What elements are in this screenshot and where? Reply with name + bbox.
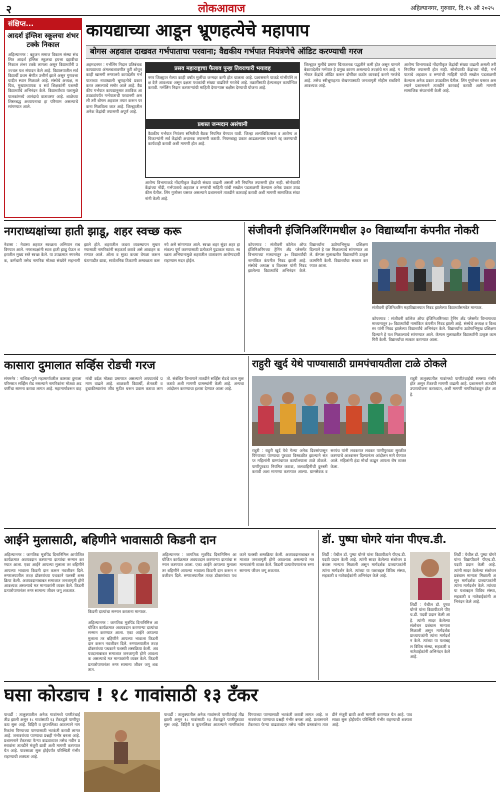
story-8-body-wrap xyxy=(4,712,80,792)
portrait-image xyxy=(410,552,450,600)
story-7-body-wrap-3 xyxy=(410,602,450,678)
story-2-body-wrap xyxy=(4,242,240,342)
lead-box-text-2: वैद्यकीय गर्भपात नियंत्रण समितीची बैठक नियमित घेण्यात यावी. जिल्हा शल्यचिकित्सक व आरोग्य अधिकाऱ्यांनी सर्व केंद्रांची अचानक तपासणी करावी. नियमबाह्य प्रकार आढळल्यास परवाने रद्द करण्याची कार्यवाही करावी अशी मागणी होत आहे. xyxy=(148,131,297,147)
story-3-headline: संजीवनी इंजिनिअरिंगमधील ३० विद्यार्थ्यांना कंपनीत नोकरी xyxy=(248,224,479,237)
divider xyxy=(4,681,496,682)
story-6-headline: आईने मुलासाठी, बहिणीने भावासाठी किडनी दान xyxy=(4,533,217,547)
story-6-body-wrap-2 xyxy=(88,620,158,678)
story-3-caption: संजीवनी इंजिनिअरिंग महाविद्यालयात निवड झालेल्या विद्यार्थ्यांसमवेत मान्यवर. xyxy=(372,305,483,310)
story-7-body: शिर्डी : येथील डॉ. पुष्पा घोगरे यांना विद्यापीठाने पीएच.डी. पदवी प्रदान केली आहे. त्यांनी सादर केलेल्या संशोधन प्रबंधास मान्यता मिळाली असून मार्गदर्शक प्राध्यापकांनी त्यांना मार्गदर्शन केले. त्यांच्या या यशाबद्दल विविध संस्था, सहकारी व नातेवाईकांनी अभिनंदन केले आहे. xyxy=(322,552,406,578)
paper-name: लोकआवाज xyxy=(198,2,246,15)
story-4-body-wrap xyxy=(4,376,244,526)
divider xyxy=(248,356,249,526)
lead-column-3 xyxy=(304,62,400,218)
protest-photo-image xyxy=(252,376,406,446)
lead-column-4 xyxy=(404,62,496,218)
story-3-body-2: कोपरगाव : संजीवनी कॉलेज ऑफ इंजिनिअरिंगच्या ट्रेनिंग अँड प्लेसमेंट विभागाच्या माध्यमातून ३० विद्यार्थ्यांची नामांकित कंपनीत निवड झाली आहे. संस्थेचे अध्यक्ष व विश्वस्त यांनी निवड झालेल्या विद्यार्थ्यांचे अभिनंदन केले. विद्यार्थ्यांना उद्योगाभिमुख प्रशिक्षण दिल्याने हे यश मिळाल्याचे सांगण्यात आले. कॅम्पस मुलाखतीत विद्यार्थ्यांनी उत्कृष्ट कामगिरी केली. विद्यार्थ्यांचा सत्कार करण्यात आला. xyxy=(372,316,496,342)
story-8-photo xyxy=(84,712,160,792)
story-6-body-wrap xyxy=(4,552,84,678)
story-5-side: राहुरी तालुक्यातील गावांमध्ये पाणीटंचाईची समस्या गंभीर होत असून टँकरची मागणी वाढली आहे. प्रशासनाने तातडीने उपाययोजना कराव्यात, अशी मागणी नागरिकांकडून होत आहे. xyxy=(410,376,496,397)
brief-tag: संक्षिप्त... xyxy=(5,19,81,30)
story-7-body-3: शिर्डी : येथील डॉ. पुष्पा घोगरे यांना विद्यापीठाने पीएच.डी. पदवी प्रदान केली आहे. त्यांनी सादर केलेल्या संशोधन प्रबंधास मान्यता मिळाली असून मार्गदर्शक प्राध्यापकांनी त्यांना मार्गदर्शन केले. त्यांच्या या यशाबद्दल विविध संस्था, सहकारी व नातेवाईकांनी अभिनंदन केले आहे. xyxy=(410,602,450,660)
story-5-headline: राहुरी खुर्द येथे पाण्यासाठी ग्रामपंचायतीला टाळे ठोकले xyxy=(252,359,447,370)
page-number: २ xyxy=(6,3,12,16)
group-photo-image xyxy=(372,242,496,304)
lead-text-2: आरोग्य विभागाकडे नोंदणीकृत केंद्रांची संख्या वाढली असली तरी नियमित तपासणी होत नाही. सोनोग्राफी केंद्रांच्या नोंदी, गर्भपाताचे अहवाल व रुग्णांची माहिती यांची सखोल पडताळणी केल्यास अनेक प्रकार उघडकीस येतील. लिंग गुणोत्तर घसरत असल्याने प्रशासनाने तातडीने कारवाई करावी अशी मागणी सामाजिक संघटनांनी केली आहे. xyxy=(145,180,300,201)
story-7-body-wrap xyxy=(322,552,406,678)
story-6-body-3: अहिल्यानगर : जागतिक मूत्रपिंड दिनानिमित्त आयोजित कार्यक्रमात अवयवदान करणाऱ्या दात्यांचा सन्मान करण्यात आला. एका आईने आपल्या मुलाला तर बहिणीने आपल्या भावाला किडनी दान करून नवजीवन दिले. रुग्णालयातील तज्ज्ञ डॉक्टरांच्या पथकाने यशस्वी शस्त्रक्रिया केली. अवयवदानाबाबत समाजात जनजागृती होणे आवश्यक असल्याचे मत मान्यवरांनी व्यक्त केले. किडनी प्रत्यारोपणानंतर रुग्ण सामान्य जीवन जगू शकतात. xyxy=(162,552,314,578)
lead-subhead: बोगस अहवाल दाखवत गर्भपाताचा परवाना; वैद्यकीय गर्भपात नियंत्रणेचे ऑडिट करण्याची गरज xyxy=(86,45,496,59)
lead-text-3: जिल्ह्यात मुलींचे प्रमाण चिंताजनक पद्धतीने कमी होत असून यामागे बेकायदेशीर गर्भपात हे प्रमुख कारण असल्याचे तज्ज्ञांचे मत आहे. गर्भपात केंद्रांचे ऑडिट करून दोषींवर कठोर कारवाई करणे गरजेचे आहे. तसेच स्त्रीभ्रूणहत्या रोखण्यासाठी जनजागृती मोहीम राबविणे आवश्यक आहे. xyxy=(304,62,400,88)
lead-text-1: अहमदनगर : गर्भलिंग निदान प्रतिबंधक कायद्याच्या अंमलबजावणीत त्रुटी शोधून काही खासगी रुग्णालये कायदेशीर गर्भपाताच्या नावाखाली भ्रूणहत्येचे प्रकार करत असल्याचे समोर आले आहे. वैद्यकीय गर्भपात कायद्यानुसार ठराविक आठवड्यांपर्यंत गर्भपाताची परवानगी असली तरी बोगस अहवाल तयार करून परवाना मिळविला जात आहे. जिल्ह्यातील अनेक केंद्रांची तपासणी अपूर्ण आहे. xyxy=(86,62,142,114)
divider xyxy=(4,354,496,355)
story-5-side-wrap xyxy=(410,376,496,526)
lead-column-2 xyxy=(145,180,300,218)
story-7-body-wrap-2 xyxy=(454,552,496,678)
lead-headline: कायद्याच्या आडून भ्रूणहत्येचे महापाप xyxy=(86,21,310,41)
story-2-headline: नगराध्यक्षांच्या हाती झाडू, शहर स्वच्छ करू xyxy=(4,224,182,238)
divider xyxy=(318,530,319,680)
divider xyxy=(244,222,245,352)
story-4-headline: कासारा दुमालात सर्व्हिस रोडची गरज xyxy=(4,358,156,372)
lead-column-1 xyxy=(86,62,142,218)
divider xyxy=(4,220,496,221)
story-8-body-2: पाथर्डी : तालुक्यातील अनेक गावांमध्ये पाणीटंचाई तीव्र झाली असून १८ गावांसाठी १३ टँकरद्वारे पाणीपुरवठा सुरू आहे. विहिरी व कूपनलिका आटल्याने नागरिकांना पिण्याच्या पाण्यासाठी भटकंती करावी लागत आहे. जनावरांच्या पाण्याचा प्रश्नही गंभीर बनला आहे. प्रशासनाने टँकरच्या फेऱ्या वाढवाव्यात तसेच नवीन प्रस्तावांना तातडीने मंजुरी द्यावी अशी मागणी करण्यात येत आहे. पावसाळा सुरू होईपर्यंत परिस्थिती गंभीर राहण्याची शक्यता आहे. xyxy=(164,712,412,728)
lead-text-4: आरोग्य विभागाकडे नोंदणीकृत केंद्रांची संख्या वाढली असली तरी नियमित तपासणी होत नाही. सोनोग्राफी केंद्रांच्या नोंदी, गर्भपाताचे अहवाल व रुग्णांची माहिती यांची सखोल पडताळणी केल्यास अनेक प्रकार उघडकीस येतील. लिंग गुणोत्तर घसरत असल्याने प्रशासनाने तातडीने कारवाई करावी अशी मागणी सामाजिक संघटनांनी केली आहे. xyxy=(404,62,496,94)
divider xyxy=(4,528,496,529)
story-6-body: अहिल्यानगर : जागतिक मूत्रपिंड दिनानिमित्त आयोजित कार्यक्रमात अवयवदान करणाऱ्या दात्यांचा सन्मान करण्यात आला. एका आईने आपल्या मुलाला तर बहिणीने आपल्या भावाला किडनी दान करून नवजीवन दिले. रुग्णालयातील तज्ज्ञ डॉक्टरांच्या पथकाने यशस्वी शस्त्रक्रिया केली. अवयवदानाबाबत समाजात जनजागृती होणे आवश्यक असल्याचे मत मान्यवरांनी व्यक्त केले. किडनी प्रत्यारोपणानंतर रुग्ण सामान्य जीवन जगू शकतात. xyxy=(4,552,84,594)
brief-body: अहिल्यानगर : बहुजन समाज विकास संस्था संचलित आदर्श इंग्लिश स्कूलचा इयत्ता दहावीचा निकाल शंभर टक्के लागला असून विद्यार्थ्यांनी उज्ज्वल यश संपादन केले आहे. विद्यालयातील सर्व विद्यार्थी प्रथम श्रेणीत उत्तीर्ण झाले असून गुणवत्ता यादीत स्थान मिळवले आहे. संस्थेचे अध्यक्ष, सचिव, मुख्याध्यापक व सर्व शिक्षकांनी यशस्वी विद्यार्थ्यांचे अभिनंदन केले. विद्यार्थ्यांच्या यशामुळे पालकांमध्ये आनंदाचे वातावरण आहे. शाळेच्या शिस्तबद्ध अध्यापनाचा हा परिणाम असल्याचे सांगण्यात आले. xyxy=(8,52,78,110)
masthead xyxy=(0,0,500,16)
story-3-body-wrap xyxy=(248,242,368,352)
date-line: अहिल्यानगर, गुरुवार, दि.१५ ऑ २०२५ xyxy=(410,5,494,12)
story-6-caption: किडनी दात्यांचा सन्मान करताना मान्यवर. xyxy=(88,609,147,614)
lead-box-text: नगर जिल्ह्यात गेल्या काही वर्षांत मुलींचा जन्मदर कमी होत चालला आहे. प्रशासनाने याकडे गांभीर्याने लक्ष देणे आवश्यक असून दक्षता पथकांची संख्या वाढविणे गरजेचे आहे. तक्रारींसाठी हेल्पलाइन कार्यान्वित करावी. गर्भलिंग निदान करणाऱ्यांची माहिती देणाऱ्यास बक्षीस देण्याची योजना आहे. xyxy=(148,75,297,91)
dry-land-photo-image xyxy=(84,712,160,792)
story-6-body-wrap-3 xyxy=(162,552,314,678)
story-3-body: कोपरगाव : संजीवनी कॉलेज ऑफ इंजिनिअरिंगच्या ट्रेनिंग अँड प्लेसमेंट विभागाच्या माध्यमातून ३० विद्यार्थ्यांची नामांकित कंपनीत निवड झाली आहे. संस्थेचे अध्यक्ष व विश्वस्त यांनी निवड झालेल्या विद्यार्थ्यांचे अभिनंदन केले. विद्यार्थ्यांना उद्योगाभिमुख प्रशिक्षण दिल्याने हे यश मिळाल्याचे सांगण्यात आले. कॅम्पस मुलाखतीत विद्यार्थ्यांनी उत्कृष्ट कामगिरी केली. विद्यार्थ्यांचा सत्कार करण्यात आला. xyxy=(248,242,368,274)
story-3-body-wrap-2 xyxy=(372,316,496,352)
story-5-body-wrap xyxy=(252,448,406,526)
story-6-body-2: अहिल्यानगर : जागतिक मूत्रपिंड दिनानिमित्त आयोजित कार्यक्रमात अवयवदान करणाऱ्या दात्यांचा सन्मान करण्यात आला. एका आईने आपल्या मुलाला तर बहिणीने आपल्या भावाला किडनी दान करून नवजीवन दिले. रुग्णालयातील तज्ज्ञ डॉक्टरांच्या पथकाने यशस्वी शस्त्रक्रिया केली. अवयवदानाबाबत समाजात जनजागृती होणे आवश्यक असल्याचे मत मान्यवरांनी व्यक्त केले. किडनी प्रत्यारोपणानंतर रुग्ण सामान्य जीवन जगू शकतात. xyxy=(88,620,158,672)
story-3-photo xyxy=(372,242,496,304)
award-photo-image xyxy=(88,552,158,608)
story-6-photo xyxy=(88,552,158,608)
brief-box xyxy=(4,18,82,218)
story-8-body-wrap-2 xyxy=(164,712,496,792)
story-7-headline: डॉ. पुष्पा घोगरे यांना पीएच.डी. xyxy=(322,533,447,546)
story-7-body-2: शिर्डी : येथील डॉ. पुष्पा घोगरे यांना विद्यापीठाने पीएच.डी. पदवी प्रदान केली आहे. त्यांनी सादर केलेल्या संशोधन प्रबंधास मान्यता मिळाली असून मार्गदर्शक प्राध्यापकांनी त्यांना मार्गदर्शन केले. त्यांच्या या यशाबद्दल विविध संस्था, सहकारी व नातेवाईकांनी अभिनंदन केले आहे. xyxy=(454,552,496,604)
brief-headline: आदर्श इंग्लिश स्कूलचा शंभर टक्के निकाल xyxy=(7,32,79,49)
story-5-body: राहुरी : राहुरी खुर्द येथे गेल्या अनेक दिवसांपासून पिण्याच्या पाण्याचा पुरवठा विस्कळीत झाल्याने संतप्त महिलांनी ग्रामपंचायत कार्यालयाला टाळे ठोकले. पाणीपुरवठा नियमित करावा, जलवाहिनीची दुरुस्ती करावी अशा मागण्या करण्यात आल्या. ग्रामसेवक व सरपंच यांनी लवकरात लवकर पाणीपुरवठा सुरळीत करण्याचे आश्वासन दिल्यानंतर आंदोलन मागे घेण्यात आले. महिलांनी हंडा मोर्चा काढून आपला रोष व्यक्त केला. xyxy=(252,448,406,474)
story-7-portrait xyxy=(410,552,450,600)
story-8-body: पाथर्डी : तालुक्यातील अनेक गावांमध्ये पाणीटंचाई तीव्र झाली असून १८ गावांसाठी १३ टँकरद्वारे पाणीपुरवठा सुरू आहे. विहिरी व कूपनलिका आटल्याने नागरिकांना पिण्याच्या पाण्यासाठी भटकंती करावी लागत आहे. जनावरांच्या पाण्याचा प्रश्नही गंभीर बनला आहे. प्रशासनाने टँकरच्या फेऱ्या वाढवाव्यात तसेच नवीन प्रस्तावांना तातडीने मंजुरी द्यावी अशी मागणी करण्यात येत आहे. पावसाळा सुरू होईपर्यंत परिस्थिती गंभीर राहण्याची शक्यता आहे. xyxy=(4,712,80,759)
story-2-body: नेवासा : नेवासा शहरात स्वच्छता अभियान राबविण्यात आले. नगराध्यक्षांनी स्वतः हाती झाडू घेऊन शहरातील मुख्य रस्ते स्वच्छ केले. या उपक्रमात नगरसेवक, कर्मचारी तसेच नागरिक मोठ्या संख्येने सहभागी झाले होते. शहरातील कचरा व्यवस्थापन सुधारण्यासाठी नागरिकांनी सहकार्य करावे असे आवाहन करण्यात आले. ओला व सुका कचरा वेगळा करून घंटागाडीत द्यावा, सार्वजनिक ठिकाणी अस्वच्छता करू नये असे सांगण्यात आले. स्वच्छ शहर सुंदर शहर हा संकल्प पूर्ण करण्यासाठी प्रत्येकाने पुढाकार घ्यावा. स्वच्छता अभियानामुळे शहरातील वातावरण आरोग्यदायी राहण्यास मदत होईल. xyxy=(4,242,240,263)
lead-box-headline: प्रसव महाराष्ट्राचा फैलाव पुन्हा तिवराचारी भयावह xyxy=(146,63,299,73)
story-8-headline: घसा कोरडाच ! १८ गावांसाठी १३ टँकर xyxy=(4,685,258,706)
lead-box-headline-2: प्रशस्त जन्मदान असंचानी xyxy=(146,119,299,129)
lead-infobox xyxy=(145,62,300,178)
story-4-body: संगमनेर : नाशिक-पुणे महामार्गावरील कासारा दुमाला परिसरात सर्व्हिस रोड नसल्याने नागरिकांना मोठ्या अडचणींचा सामना करावा लागत आहे. महामार्गावरून वाहनांची वर्दळ मोठ्या प्रमाणात असल्याने अपघातांचे प्रमाण वाढले आहे. शाळकरी विद्यार्थी, शेतकरी व दुचाकीस्वारांना जीव मुठीत धरून प्रवास करावा लागतो. संबंधित विभागाने तातडीने सर्व्हिस रोडचे काम सुरू करावे अशी मागणी ग्रामस्थांनी केली आहे. अन्यथा आंदोलन करण्याचा इशारा देण्यात आला आहे. xyxy=(4,376,244,392)
story-5-photo xyxy=(252,376,406,446)
